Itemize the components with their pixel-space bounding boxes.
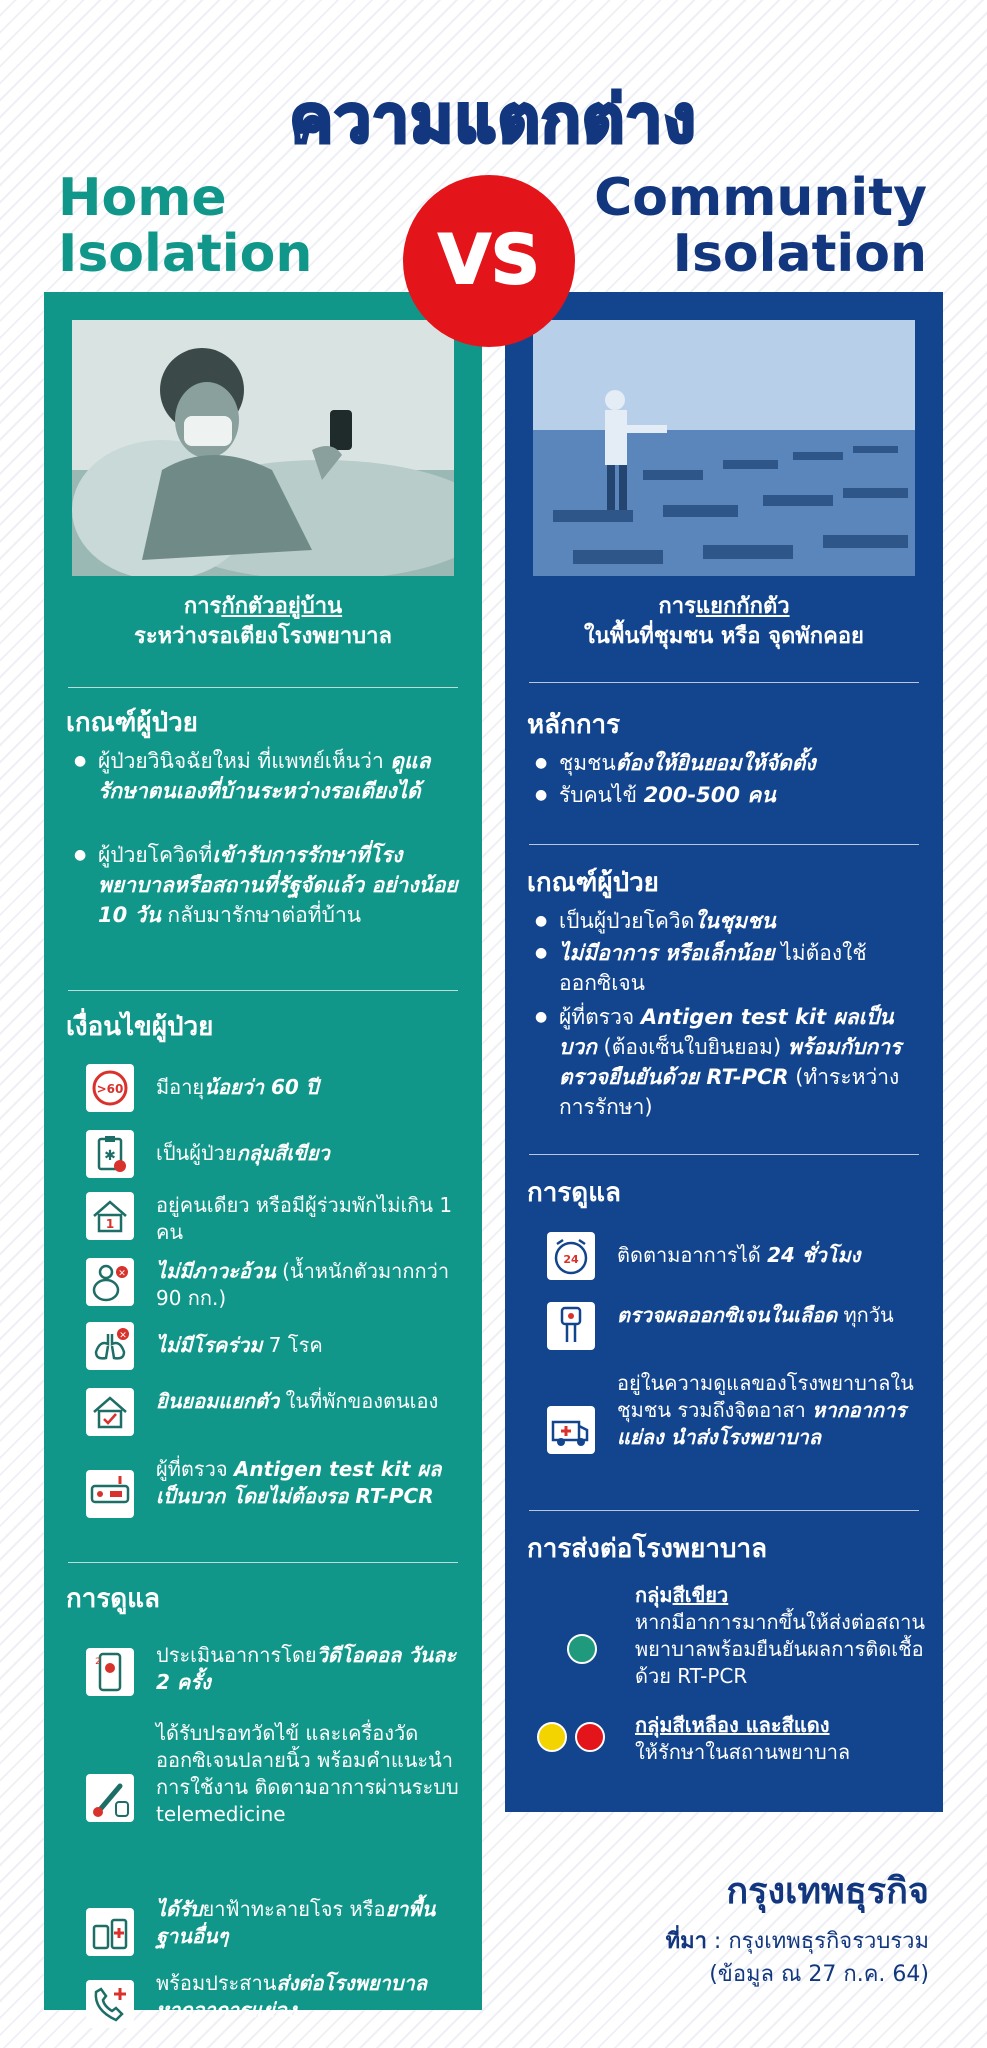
community-isolation-heading: [594, 170, 927, 282]
bullet-after: (ต้องเซ็นใบยินยอม): [596, 1035, 788, 1059]
care-text: [156, 1720, 461, 1828]
list-item: [533, 748, 928, 778]
conditions-title: เงื่อนไขผู้ป่วย: [66, 1012, 214, 1042]
text-bold: 24 ชั่วโมง: [767, 1243, 861, 1267]
bullet-text: ชุมชน: [559, 751, 616, 775]
text-bold: ไม่มีโรคร่วม: [156, 1333, 263, 1357]
divider: [529, 1510, 919, 1511]
bullet-bold: ดูแลรักษาตนเองที่บ้านระหว่างรอเตียงได้: [98, 749, 431, 803]
bullet-bold2: พร้อมกับการตรวจยืนยันด้วย RT-PCR: [559, 1035, 902, 1089]
text-bold: Antigen test kit ผลเป็นบวก โดยไม่ต้องรอ RT-PCR: [156, 1457, 442, 1508]
care-text: [617, 1370, 922, 1451]
heading-line: Community: [594, 168, 927, 228]
subtitle-prefix: การ: [658, 594, 696, 619]
list-item: [533, 1002, 928, 1122]
text-pre: อยู่คนเดียว หรือมีผู้ร่วมพักไม่เกิน 1 คน: [156, 1193, 453, 1244]
text-post: ทุกวัน: [837, 1303, 894, 1327]
bullet-after: ไม่ต้องใช้ออกซิเจน: [559, 941, 867, 995]
medicine-icon: [86, 1908, 134, 1956]
subtitle-prefix: การ: [183, 594, 222, 619]
divider: [529, 844, 919, 845]
bullet-bold: ในชุมชน: [694, 909, 776, 933]
subtitle-line2: ในพื้นที่ชุมชน หรือ จุดพักคอย: [584, 624, 864, 649]
woman-with-mask-photo: [72, 320, 454, 576]
community-beds-photo: [533, 320, 915, 576]
text-bold: หากอาการแย่ลง นำส่งโรงพยาบาล: [617, 1398, 906, 1449]
thermometer-icon: [86, 1774, 134, 1822]
subtitle-line2: ระหว่างรอเตียงโรงพยาบาล: [134, 624, 392, 649]
bullet-bold: Antigen test kit ผลเป็นบวก: [559, 1005, 894, 1059]
vs-badge: VS: [403, 175, 575, 347]
oximeter-icon: [547, 1302, 595, 1350]
source-label: ที่มา: [665, 1929, 707, 1954]
subtitle-underlined: กักตัวอยู่บ้าน: [221, 594, 343, 619]
text-bold: ได้รับ: [156, 1897, 203, 1921]
ambulance-icon: [547, 1406, 595, 1454]
green-status-dot: [567, 1634, 597, 1664]
heading-line: Home: [58, 168, 227, 228]
referral-text: [635, 1712, 935, 1766]
text-post: ในที่พักของตนเอง: [279, 1389, 439, 1413]
text-post: (น้ำหนักตัวมากกว่า 90 กก.): [156, 1259, 450, 1310]
list-item: [533, 906, 928, 936]
condition-text: [156, 1332, 461, 1359]
svg-text:>60: >60: [96, 1082, 124, 1096]
svg-text:✱: ✱: [104, 1148, 116, 1164]
svg-text:24: 24: [563, 1253, 579, 1266]
divider: [529, 1154, 919, 1155]
text-bold: ตรวจผลออกซิเจนในเลือด: [617, 1303, 838, 1327]
list-item: [533, 780, 928, 810]
phone-hospital-icon: [86, 1980, 134, 2028]
house-icon: [86, 1192, 134, 1240]
condition-text: [156, 1258, 461, 1312]
test-kit-icon: [86, 1470, 134, 1518]
text-bold2: ยาพื้นฐานอื่นๆ: [156, 1897, 436, 1948]
bullet-text: ผู้ป่วยวินิจฉัยใหม่ ที่แพทย์เห็นว่า: [98, 749, 391, 773]
referral-title-underlined: สีเขียว: [672, 1583, 729, 1607]
care-text: [617, 1302, 922, 1329]
lungs-icon: [86, 1322, 134, 1370]
criteria-title: เกณฑ์ผู้ป่วย: [66, 708, 198, 738]
red-status-dot: [575, 1722, 605, 1752]
principle-title: หลักการ: [527, 710, 621, 740]
condition-text: [156, 1192, 461, 1246]
bullet-after2: (ทำระหว่างการรักษา): [559, 1065, 900, 1119]
source-date: (ข้อมูล ณ 27 ก.ค. 64): [709, 1962, 929, 1987]
list-item: [72, 840, 467, 930]
bullet-bold: ต้องให้ยินยอมให้จัดตั้ง: [615, 751, 816, 775]
home-check-icon: [86, 1388, 134, 1436]
heading-line: Isolation: [672, 224, 927, 284]
page-title: ความแตกต่าง: [289, 83, 698, 157]
bullet-bold: 200-500 คน: [643, 783, 776, 807]
svg-text:✕: ✕: [119, 1331, 127, 1341]
text-pre: ติดตามอาการได้: [617, 1243, 768, 1267]
condition-text: [156, 1456, 461, 1510]
text-pre: ผู้ที่ตรวจ: [156, 1457, 234, 1481]
divider: [68, 990, 458, 991]
clock-24-icon: [547, 1232, 595, 1280]
text-pre: มีอายุ: [156, 1075, 205, 1099]
yellow-status-dot: [537, 1722, 567, 1752]
text-post: 7 โรค: [262, 1333, 323, 1357]
bullet-text: เป็นผู้ป่วยโควิด: [559, 909, 695, 933]
source-text: : กรุงเทพธุรกิจรวบรวม: [706, 1929, 929, 1954]
referral-title-pre: กลุ่ม: [635, 1583, 673, 1607]
text-pre: พร้อมประสาน: [156, 1971, 277, 1995]
subtitle-underlined: แยกกักตัว: [695, 594, 790, 619]
text-bold: ส่งต่อโรงพยาบาล หากอาการแย่ลง: [156, 1971, 427, 2022]
text-post: ยาฟ้าทะลายโจร หรือ: [202, 1897, 386, 1921]
divider: [68, 1562, 458, 1563]
heading-line: Isolation: [58, 224, 313, 284]
referral-desc: ให้รักษาในสถานพยาบาล: [635, 1740, 851, 1764]
age-60-icon: [86, 1064, 134, 1112]
text-bold: น้อยว่า 60 ปี: [204, 1075, 319, 1099]
svg-text:✕: ✕: [118, 1269, 126, 1279]
svg-text:1: 1: [105, 1217, 115, 1231]
referral-desc: หากมีอาการมากขึ้นให้ส่งต่อสถานพยาบาลพร้อมยืนยันผลการติดเชื้อด้วย RT-PCR: [635, 1610, 926, 1688]
home-isolation-heading: [58, 170, 312, 282]
bullet-text: ผู้ป่วยโควิดที่: [98, 843, 213, 867]
criteria-title: เกณฑ์ผู้ป่วย: [527, 868, 659, 898]
care-text: [156, 1642, 461, 1696]
condition-text: [156, 1074, 461, 1101]
home-isolation-subtitle: [44, 592, 482, 652]
care-text: [156, 1896, 461, 1950]
text-pre: เป็นผู้ป่วย: [156, 1141, 237, 1165]
referral-text: [635, 1582, 935, 1690]
community-isolation-subtitle: [505, 592, 943, 652]
referral-title-underlined: กลุ่มสีเหลือง และสีแดง: [635, 1713, 830, 1737]
bullet-bold: ไม่มีอาการ หรือเล็กน้อย: [559, 941, 775, 965]
text-bold: กลุ่มสีเขียว: [236, 1141, 330, 1165]
text-pre: อยู่ในความดูแลของโรงพยาบาลในชุมชน รวมถึงจิตอาสา: [617, 1371, 914, 1422]
condition-text: [156, 1140, 461, 1167]
community-isolation-panel: [505, 292, 943, 1812]
clipboard-icon: [86, 1130, 134, 1178]
home-isolation-panel: [44, 292, 482, 2022]
referral-title: การส่งต่อโรงพยาบาล: [527, 1534, 768, 1564]
text-pre: ได้รับปรอทวัดไข้ และเครื่องวัดออกซิเจนปลายนิ้ว พร้อมคำแนะนำการใช้งาน ติดตามอาการผ่านระบบ telemedicine: [156, 1721, 459, 1826]
text-pre: ประเมินอาการโดย: [156, 1643, 317, 1667]
video-call-icon: [86, 1648, 134, 1696]
care-title: การดูแล: [66, 1584, 160, 1614]
weight-icon: [86, 1258, 134, 1306]
source-note: [666, 1925, 929, 1991]
divider: [529, 682, 919, 683]
bullet-text: รับคนไข้: [559, 783, 644, 807]
text-bold: ยินยอมแยกตัว: [156, 1389, 280, 1413]
condition-text: [156, 1388, 461, 1415]
text-bold: ไม่มีภาวะอ้วน: [156, 1259, 276, 1283]
care-text: [617, 1242, 922, 1269]
divider: [68, 687, 458, 688]
list-item: [72, 746, 467, 806]
text-bold: วิดีโอคอล วันละ 2 ครั้ง: [156, 1643, 457, 1694]
bullet-bold: เข้ารับการรักษาที่โรงพยาบาลหรือสถานที่รัฐจัดแล้ว อย่างน้อย 10 วัน: [98, 843, 458, 927]
bullet-after: กลับมารักษาต่อที่บ้าน: [160, 903, 362, 927]
list-item: [533, 938, 928, 998]
brand-logo-text: กรุงเทพธุรกิจ: [726, 1871, 929, 1912]
care-title: การดูแล: [527, 1178, 621, 1208]
care-text: [156, 1970, 461, 2024]
svg-text:2: 2: [95, 1657, 101, 1667]
bullet-text: ผู้ที่ตรวจ: [559, 1005, 641, 1029]
